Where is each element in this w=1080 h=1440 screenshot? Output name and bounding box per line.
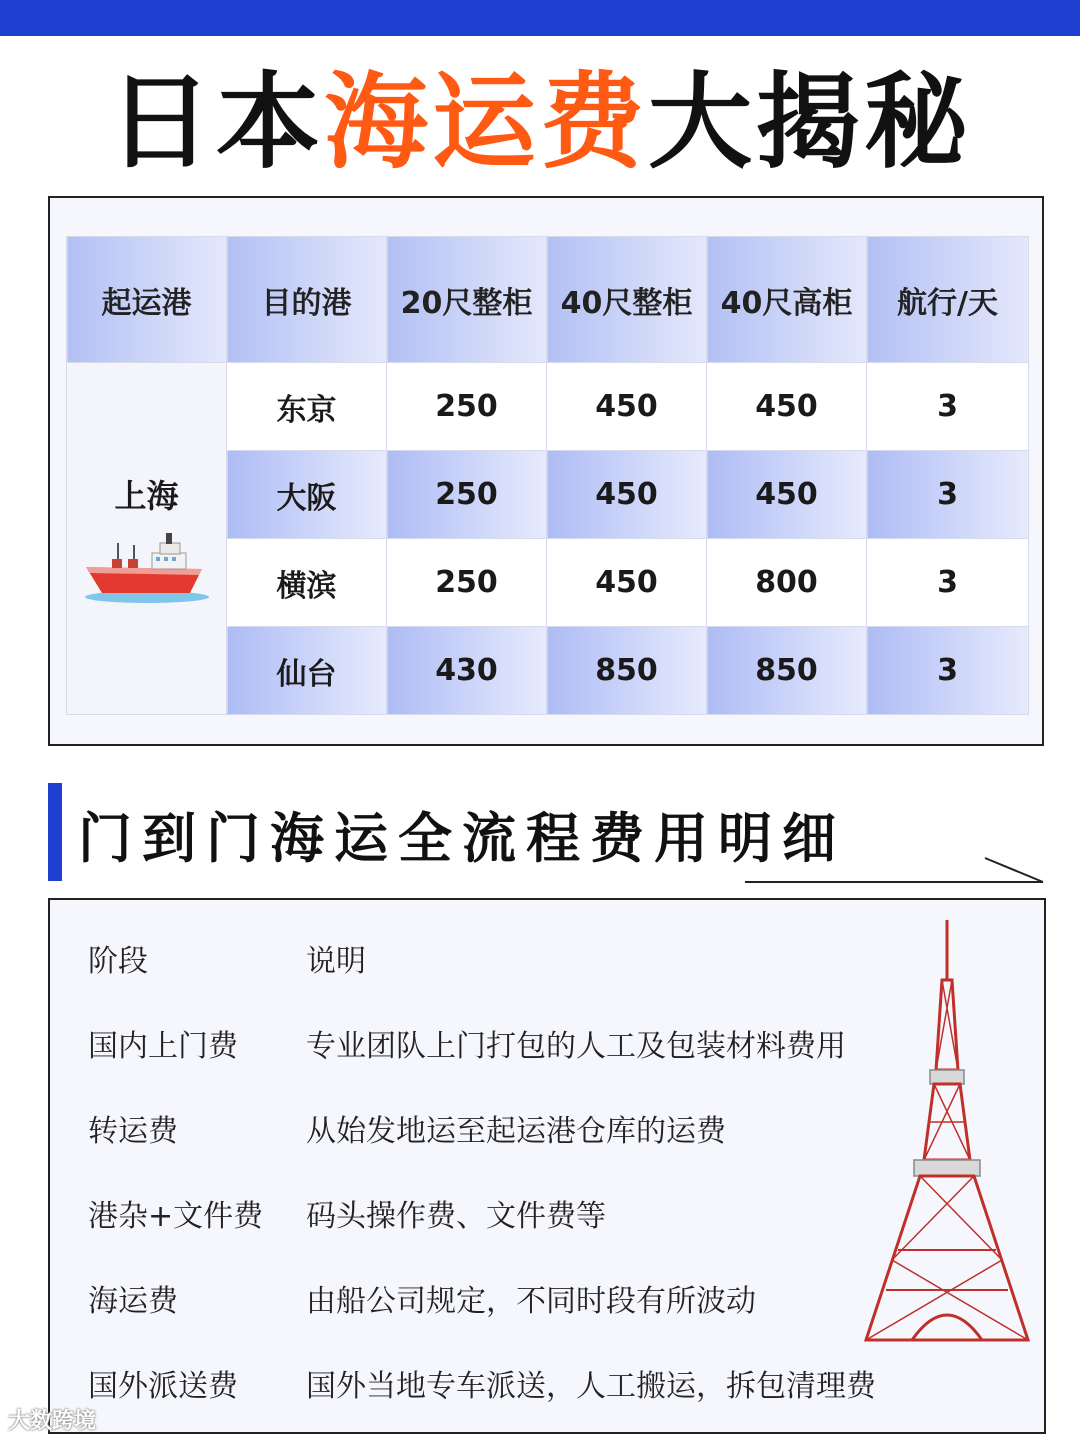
fee-stage: 国内上门费: [88, 1029, 238, 1064]
section-underline: [745, 856, 1045, 886]
fee-stage: 海运费: [88, 1284, 178, 1319]
fee-stage: 港杂+文件费: [88, 1199, 264, 1234]
transit-days-cell: 3: [867, 451, 1029, 539]
fee-description: 由船公司规定，不同时段有所波动: [306, 1284, 756, 1319]
origin-port-label: 上海: [114, 476, 179, 515]
fee-description: 专业团队上门打包的人工及包装材料费用: [306, 1029, 846, 1064]
header-20ft: 20尺整柜: [387, 237, 547, 363]
header-40ft-hq: 40尺高柜: [707, 237, 867, 363]
watermark: 大数跨境: [8, 1409, 97, 1434]
title-accent: 海运费: [323, 61, 648, 183]
price-40ft-cell: 450: [547, 539, 707, 627]
table-row: [67, 363, 1029, 451]
destination-cell: 仙台: [227, 627, 387, 715]
fee-description: 国外当地专车派送，人工搬运，拆包清理费: [306, 1369, 876, 1404]
fee-description: 从始发地运至起运港仓库的运费: [306, 1114, 726, 1149]
transit-days-cell: 3: [867, 539, 1029, 627]
price-40ft-hq-cell: 800: [707, 539, 867, 627]
ship-icon: [82, 531, 212, 607]
table-header-row: [67, 237, 1029, 363]
price-table-panel: [48, 196, 1044, 746]
price-table: [66, 236, 1029, 715]
title-part-1: 日本: [107, 61, 324, 183]
header-destination-port: 目的港: [227, 237, 387, 363]
page-title: [0, 62, 1080, 182]
price-20ft-cell: 430: [387, 627, 547, 715]
price-40ft-hq-cell: 450: [707, 363, 867, 451]
price-40ft-hq-cell: 450: [707, 451, 867, 539]
section-title: 门到门海运全流程费用明细: [78, 807, 846, 870]
price-40ft-cell: 850: [547, 627, 707, 715]
price-20ft-cell: 250: [387, 451, 547, 539]
price-40ft-cell: 450: [547, 363, 707, 451]
fee-details-panel: [48, 898, 1046, 1434]
details-header-stage: 阶段: [88, 944, 148, 979]
top-accent-bar: [0, 0, 1080, 36]
price-40ft-cell: 450: [547, 451, 707, 539]
origin-cell: [67, 363, 227, 715]
transit-days-cell: 3: [867, 627, 1029, 715]
price-40ft-hq-cell: 850: [707, 627, 867, 715]
fee-description: 码头操作费、文件费等: [306, 1199, 606, 1234]
fee-stage: 转运费: [88, 1114, 178, 1149]
header-origin-port: 起运港: [67, 237, 227, 363]
destination-cell: 横滨: [227, 539, 387, 627]
title-part-2: 大揭秘: [648, 61, 973, 183]
section-accent-bar: [48, 783, 62, 881]
details-header-desc: 说明: [306, 944, 366, 979]
header-40ft: 40尺整柜: [547, 237, 707, 363]
price-20ft-cell: 250: [387, 539, 547, 627]
destination-cell: 东京: [227, 363, 387, 451]
transit-days-cell: 3: [867, 363, 1029, 451]
tokyo-tower-icon: [862, 920, 1032, 1360]
header-transit-days: 航行/天: [867, 237, 1029, 363]
fee-stage: 国外派送费: [88, 1369, 238, 1404]
destination-cell: 大阪: [227, 451, 387, 539]
price-20ft-cell: 250: [387, 363, 547, 451]
